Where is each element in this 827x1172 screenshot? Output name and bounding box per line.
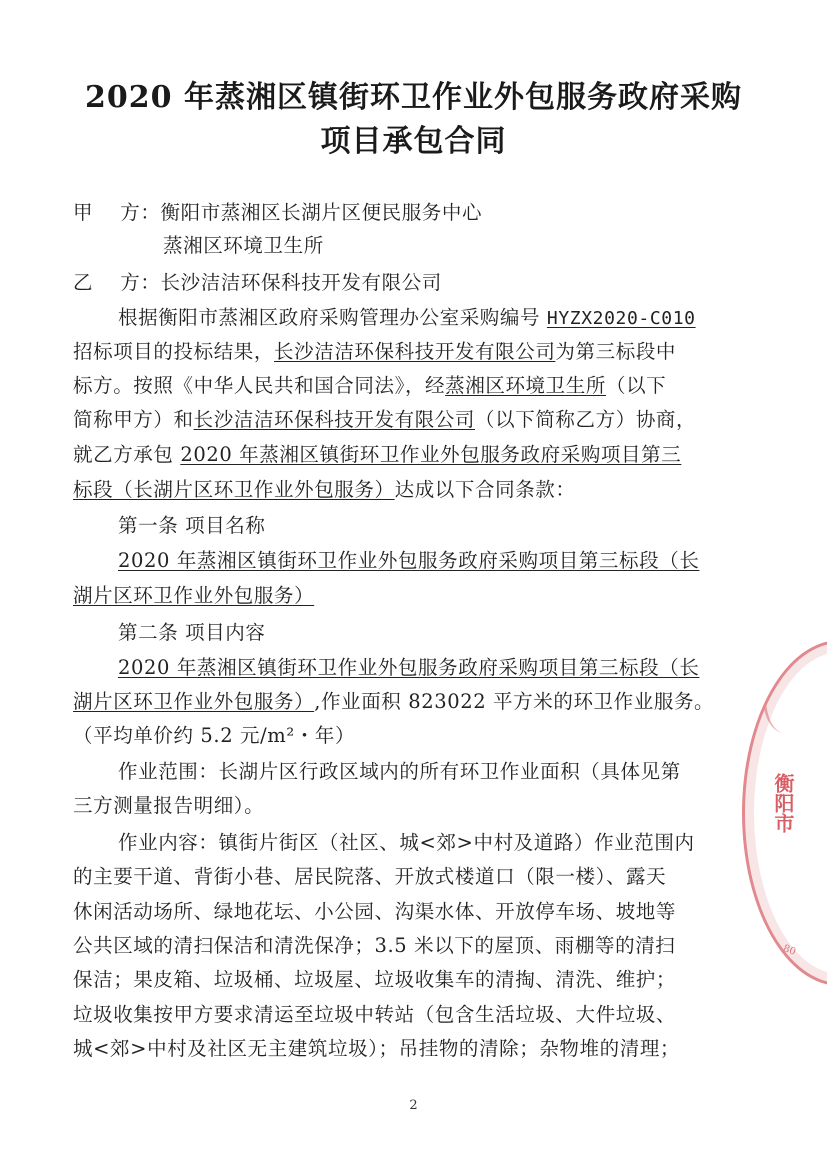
document-title-line-2: 项目承包合同 <box>320 124 507 159</box>
article-1-line-1: 2020 年蒸湘区镇街环卫作业外包服务政府采购项目第三标段（长 <box>118 549 700 572</box>
text: （以下 <box>605 374 667 397</box>
party-b-label: 乙 方： <box>73 271 161 294</box>
official-seal-stamp <box>742 640 827 986</box>
page-number: 2 <box>409 1098 418 1113</box>
text: 标方。按照《中华人民共和国合同法》，经 <box>73 374 446 397</box>
company-name: 长沙洁洁环保科技开发有限公司 <box>274 340 556 363</box>
party-a-line <box>73 200 482 226</box>
seal-number: 80 <box>781 943 798 958</box>
party-a-label: 甲 方： <box>73 201 161 224</box>
article-2-line-3: （平均单价约 5.2 元/m²・年） <box>73 724 356 747</box>
project-name: 湖片区环卫作业外包服务） <box>73 690 315 713</box>
article-1-line-2: 湖片区环卫作业外包服务） <box>73 584 315 607</box>
text: 就乙方承包 <box>73 443 181 466</box>
content-line-3: 休闲活动场所、绿地花坛、小公园、沟渠水体、开放停车场、坡地等 <box>73 900 677 923</box>
text: 为第三标段中 <box>555 340 677 363</box>
text: （以下简称乙方）协商， <box>475 408 697 431</box>
party-b-name: 长沙洁洁环保科技开发有限公司 <box>160 271 442 294</box>
party-b-line <box>73 270 442 296</box>
paragraph-1-line-6 <box>73 477 576 503</box>
paragraph-1-line-3 <box>73 373 666 399</box>
procurement-code: HYZX2020-C010 <box>546 308 696 329</box>
seal-ring-mark <box>763 663 806 733</box>
content-line-4: 公共区域的清扫保洁和清洗保净；3.5 米以下的屋顶、雨棚等的清扫 <box>73 934 676 957</box>
organization-name: 蒸湘区环境卫生所 <box>445 374 606 397</box>
content-line-1: 作业内容：镇街片街区（社区、城<郊>中村及道路）作业范围内 <box>118 831 695 854</box>
party-a-name-2: 蒸湘区环境卫生所 <box>163 234 324 257</box>
text: 招标项目的投标结果， <box>73 340 275 363</box>
article-2-line-2 <box>73 689 714 715</box>
article-2-heading: 第二条 项目内容 <box>118 621 266 644</box>
party-a-name-1: 衡阳市蒸湘区长湖片区便民服务中心 <box>160 201 483 224</box>
article-2-line-1: 2020 年蒸湘区镇街环卫作业外包服务政府采购项目第三标段（长 <box>118 656 700 679</box>
content-line-7: 城<郊>中村及社区无主建筑垃圾）；吊挂物的清除；杂物堆的清理； <box>73 1037 681 1060</box>
content-line-2: 的主要干道、背街小巷、居民院落、开放式楼道口（限一楼）、露天 <box>73 865 667 888</box>
content-line-6: 垃圾收集按甲方要求清运至垃圾中转站（包含生活垃圾、大件垃圾、 <box>73 1003 677 1026</box>
text: 根据衡阳市蒸湘区政府采购管理办公室采购编号 <box>118 306 547 329</box>
text: 达成以下合同条款： <box>394 478 576 501</box>
article-1-heading: 第一条 项目名称 <box>118 514 266 537</box>
content-line-5: 保洁；果皮箱、垃圾桶、垃圾屋、垃圾收集车的清掏、清洗、维护； <box>73 968 677 991</box>
text: ,作业面积 823022 平方米的环卫作业服务。 <box>314 690 715 713</box>
paragraph-1-line-1 <box>118 305 696 332</box>
project-name: 2020 年蒸湘区镇街环卫作业外包服务政府采购项目第三 <box>180 443 682 466</box>
company-name: 长沙洁洁环保科技开发有限公司 <box>193 408 476 431</box>
seal-text: 衡阳市 <box>771 773 795 833</box>
paragraph-1-line-2 <box>73 339 676 365</box>
scope-line-1: 作业范围：长湖片区行政区域内的所有环卫作业面积（具体见第 <box>118 760 681 783</box>
document-title-line-1: 2020 年蒸湘区镇街环卫作业外包服务政府采购 <box>85 80 742 115</box>
scope-line-2: 三方测量报告明细）。 <box>73 794 265 817</box>
text: 简称甲方）和 <box>73 408 194 431</box>
paragraph-1-line-4 <box>73 407 696 433</box>
paragraph-1-line-5 <box>73 442 681 468</box>
project-name: 标段（长湖片区环卫作业外包服务） <box>73 478 395 501</box>
